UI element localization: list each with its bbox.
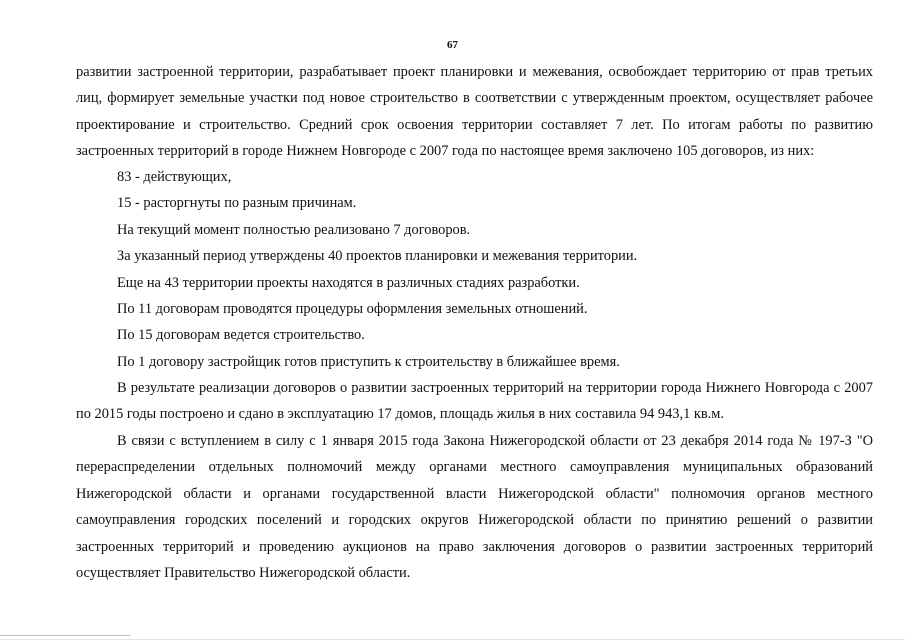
list-item: Еще на 43 территории проекты находятся в различных стадиях разработки. <box>117 274 580 291</box>
list-item: На текущий момент полностью реализовано 7 договоров. <box>117 221 471 238</box>
list-item: По 11 договорам проводятся процедуры оформления земельных отношений. <box>117 301 588 318</box>
page-number: 67 <box>447 39 458 51</box>
list-item: По 1 договору застройщик готов приступить к строительству в ближайшее время. <box>117 353 620 370</box>
list-item: За указанный период утверждены 40 проектов планировки и межевания территории. <box>117 248 638 265</box>
paragraph-result <box>76 375 873 428</box>
paragraph-law <box>76 428 873 586</box>
list-item: 15 - расторгнуты по разным причинам. <box>117 195 357 212</box>
list-item: 83 - действующих, <box>117 169 232 185</box>
contract-status-list <box>117 164 877 375</box>
paragraph-result-text: В результате реализации договоров о развитии застроенных территорий на территории города Нижнего Новгорода с 2007 по 2015 годы построено и сдано в эксплуатацию 17 домов, площадь жилья в них составила 94 943,1 кв.м. <box>76 380 873 423</box>
paragraph-law-text: В связи с вступлением в силу с 1 января 2015 года Закона Нижегородской области от 23 декабря 2014 года № 197-З "О перераспределении отдельных полномочий между органами местного самоуправления муниципальных образований Нижегородской области и органами государственной власти Нижегородской области" полномочия органов местного самоуправления городских поселений и городских округов Нижегородской области по принятию решений о развитии застроенных территорий и проведению аукционов на право заключения договоров о развитии застроенных территорий осуществляет Правительство Нижегородской области. <box>76 433 873 582</box>
paragraph-open <box>76 59 873 165</box>
list-item: По 15 договорам ведется строительство. <box>117 327 365 344</box>
paragraph-open-text: развитии застроенной территории, разрабатывает проект планировки и межевания, освобождает территорию от прав третьих лиц, формирует земельные участки под новое строительство в соответствии с утвержденным проектом, осуществляет рабочее проектирование и строительство. Средний срок освоения территории составляет 7 лет. По итогам работы по развитию застроенных территорий в городе Нижнем Новгороде с 2007 года по настоящее время заключено 105 договоров, из них: <box>76 64 873 160</box>
